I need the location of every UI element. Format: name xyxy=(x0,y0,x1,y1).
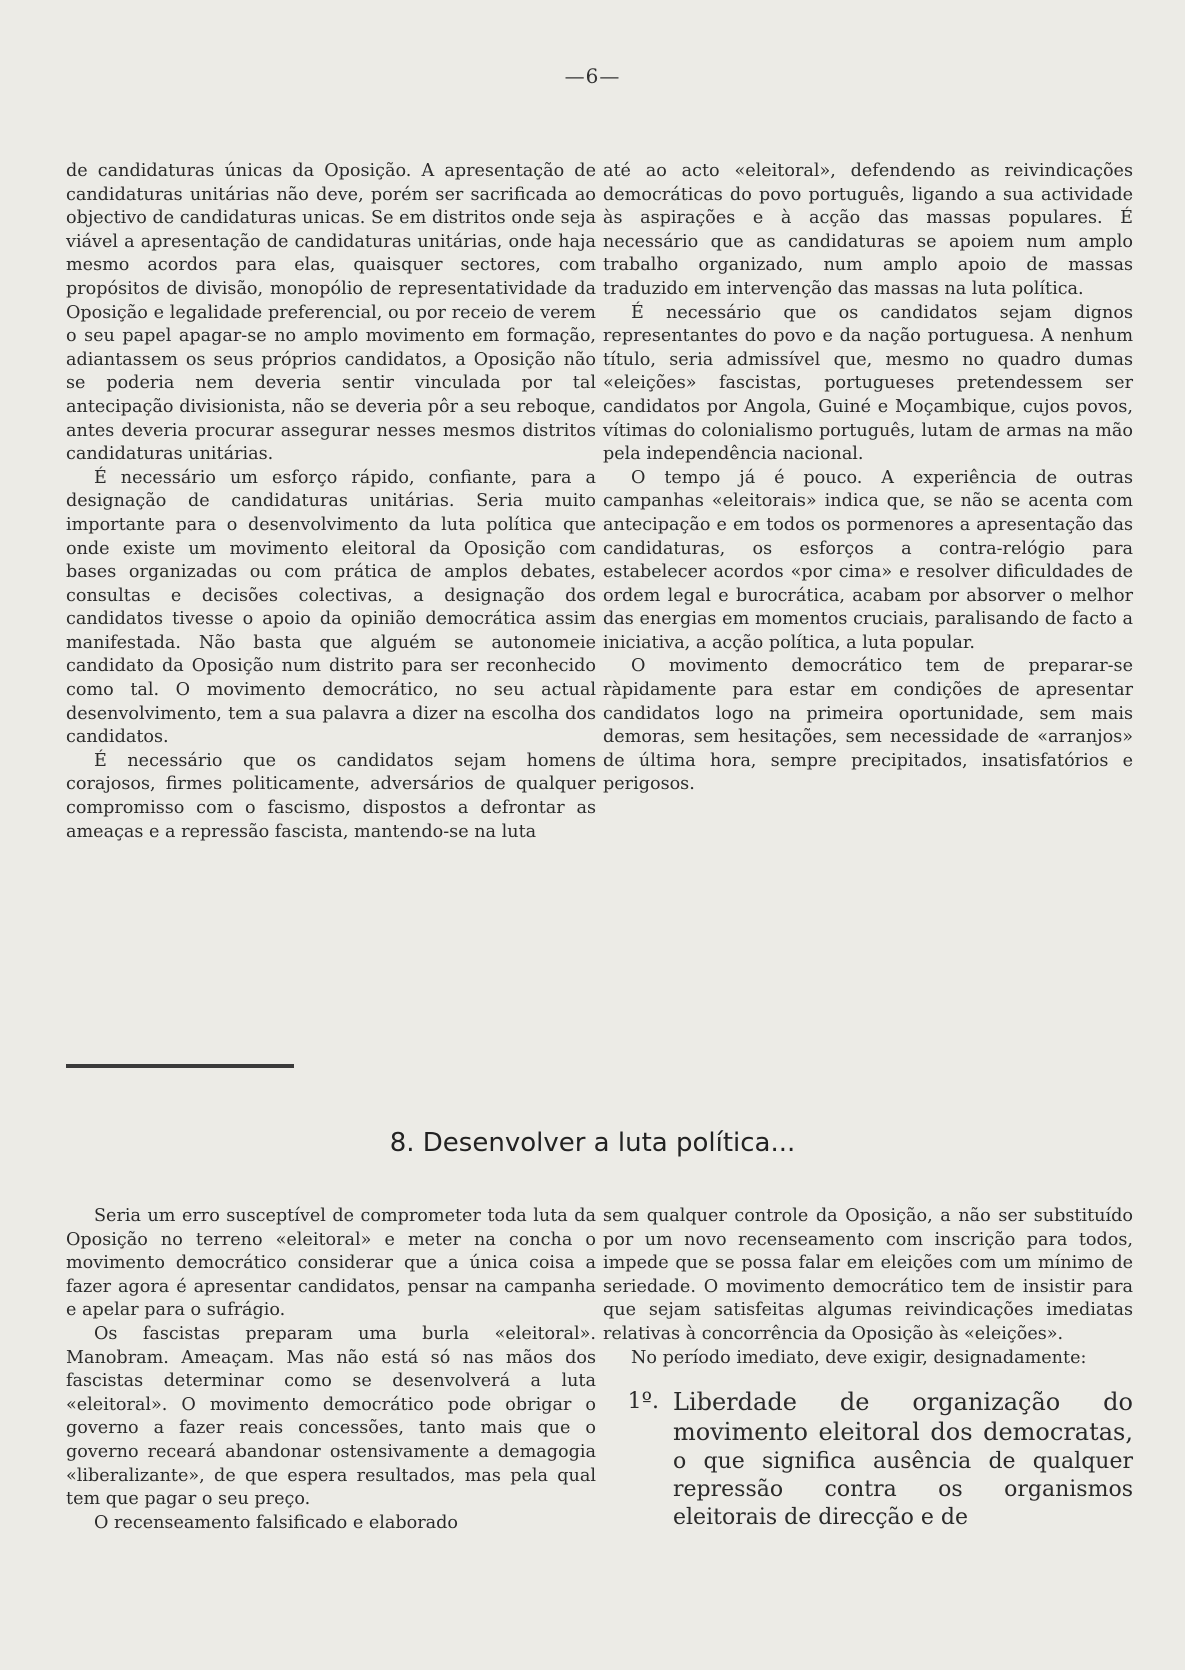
paragraph: Seria um erro susceptível de comprometer toda luta da Oposição no terreno «eleitoral» e meter na concha o movimento democrático considerar que a única coisa a fazer agora é apresentar candidatos, pensar na campanha e apelar para o sufrágio. xyxy=(66,1206,596,1321)
section-divider xyxy=(66,1064,294,1068)
paragraph: de candidaturas únicas da Oposição. A apresentação de candidaturas unitárias não deve, porém ser sacrificada ao objectivo de candidaturas unicas. Se em distritos onde seja viável a apresentação de candidaturas unitárias, onde haja mesmo acordos para elas, quaisquer sectores, com propósitos de divisão, monopólio de representatividade da Oposição e legalidade preferencial, ou por receio de verem o seu papel apagar-se no amplo movimento em formação, adiantassem os seus próprios candidatos, a Oposição não se poderia nem deveria sentir vinculada por tal antecipação divisionista, não se deveria pôr a seu reboque, antes deveria procurar assegurar nesses mesmos distritos candidaturas unitárias. xyxy=(66,161,596,465)
demand-text xyxy=(673,1388,1133,1532)
paragraph: É necessário que os candidatos sejam homens corajosos, firmes politicamente, adversários de qualquer compromisso com o fascismo, dispostos a defrontar as ameaças e a repressão fascista, mantendo-se na luta xyxy=(66,750,596,842)
demand-item xyxy=(603,1388,1133,1532)
paragraph: Os fascistas preparam uma burla «eleitoral». Manobram. Ameaçam. Mas não está só nas mãos dos fascistas determinar como se desenvolverá a luta «eleitoral». O movimento democrático pode obrigar o governo a fazer reais concessões, tanto mais que o governo receará abandonar ostensivamente a demagogia «liberalizante», de que espera resultados, mas pela qual tem que pagar o seu preço. xyxy=(66,1323,596,1510)
demand-lead: Liberdade de organização do movimento eleitoral dos democratas, xyxy=(673,1388,1133,1447)
paragraph: O recenseamento falsificado e elaborado xyxy=(94,1512,458,1533)
section-heading: 8. Desenvolver a luta política... xyxy=(389,1128,796,1158)
paragraph: É necessário um esforço rápido, confiante, para a designação de candidaturas unitárias. Seria muito importante para o desenvolvimento da luta política que onde existe um movimento eleitoral da Oposição com bases organizadas ou com prática de amplos debates, consultas e decisões colectivas, a designação dos candidatos tivesse o apoio da opinião democrática assim manifestada. Não basta que alguém se autonomeie candidato da Oposição num distrito para ser reconhecido como tal. O movimento democrático, no seu actual desenvolvimento, tem a sua palavra a dizer na escolha dos candidatos. xyxy=(66,467,596,748)
paragraph: No período imediato, deve exigir, designadamente: xyxy=(631,1347,1087,1368)
column-top-left xyxy=(66,160,596,844)
paragraph: O tempo já é pouco. A experiência de outras campanhas «eleitorais» indica que, se não se acenta com antecipação e em todos os pormenores a apresentação das candidaturas, os esforços a contra-relógio para estabelecer acordos «por cima» e resolver dificuldades de ordem legal e burocrática, acabam por absorver o melhor das energias em momentos cruciais, paralisando de facto a iniciativa, a acção política, a luta popular. xyxy=(603,467,1133,653)
paragraph: O movimento democrático tem de preparar-se ràpidamente para estar em condições de apresentar candidatos logo na primeira oportunidade, sem mais demoras, sem hesitações, sem necessidade de «arranjos» de última hora, sempre precipitados, insatisfatórios e perigosos. xyxy=(603,656,1133,795)
paragraph: sem qualquer controle da Oposição, a não ser substituído por um novo recenseamento com inscrição para todos, impede que se possa falar em eleições com um mínimo de seriedade. O movimento democrático tem de insistir para que sejam satisfeitas algumas reivindicações imediatas relativas à concorrência da Oposição às «eleições». xyxy=(603,1206,1133,1344)
demand-rest: o que significa ausência de qualquer repressão contra os organismos eleitorais de direcção e de xyxy=(673,1449,1133,1531)
paragraph: até ao acto «eleitoral», defendendo as reivindicações democráticas do povo português, ligando a sua actividade às aspirações e à acção das massas populares. É necessário que as candidaturas se apoiem num amplo trabalho organizado, num amplo apoio de massas traduzido em intervenção das massas na luta política. xyxy=(603,161,1133,299)
column-bottom-right xyxy=(603,1205,1133,1532)
column-bottom-left xyxy=(66,1205,596,1535)
paragraph: É necessário que os candidatos sejam dignos representantes do povo e da nação portuguesa. A nenhum título, seria admissível que, mesmo no quadro dumas «eleições» fascistas, portugueses pretendessem ser candidatos por Angola, Guiné e Moçambique, cujos povos, vítimas do colonialismo português, lutam de armas na mão pela independência nacional. xyxy=(603,302,1133,465)
column-top-right xyxy=(603,160,1133,797)
demand-number: 1º. xyxy=(627,1389,659,1415)
page-number: —6— xyxy=(564,64,621,88)
